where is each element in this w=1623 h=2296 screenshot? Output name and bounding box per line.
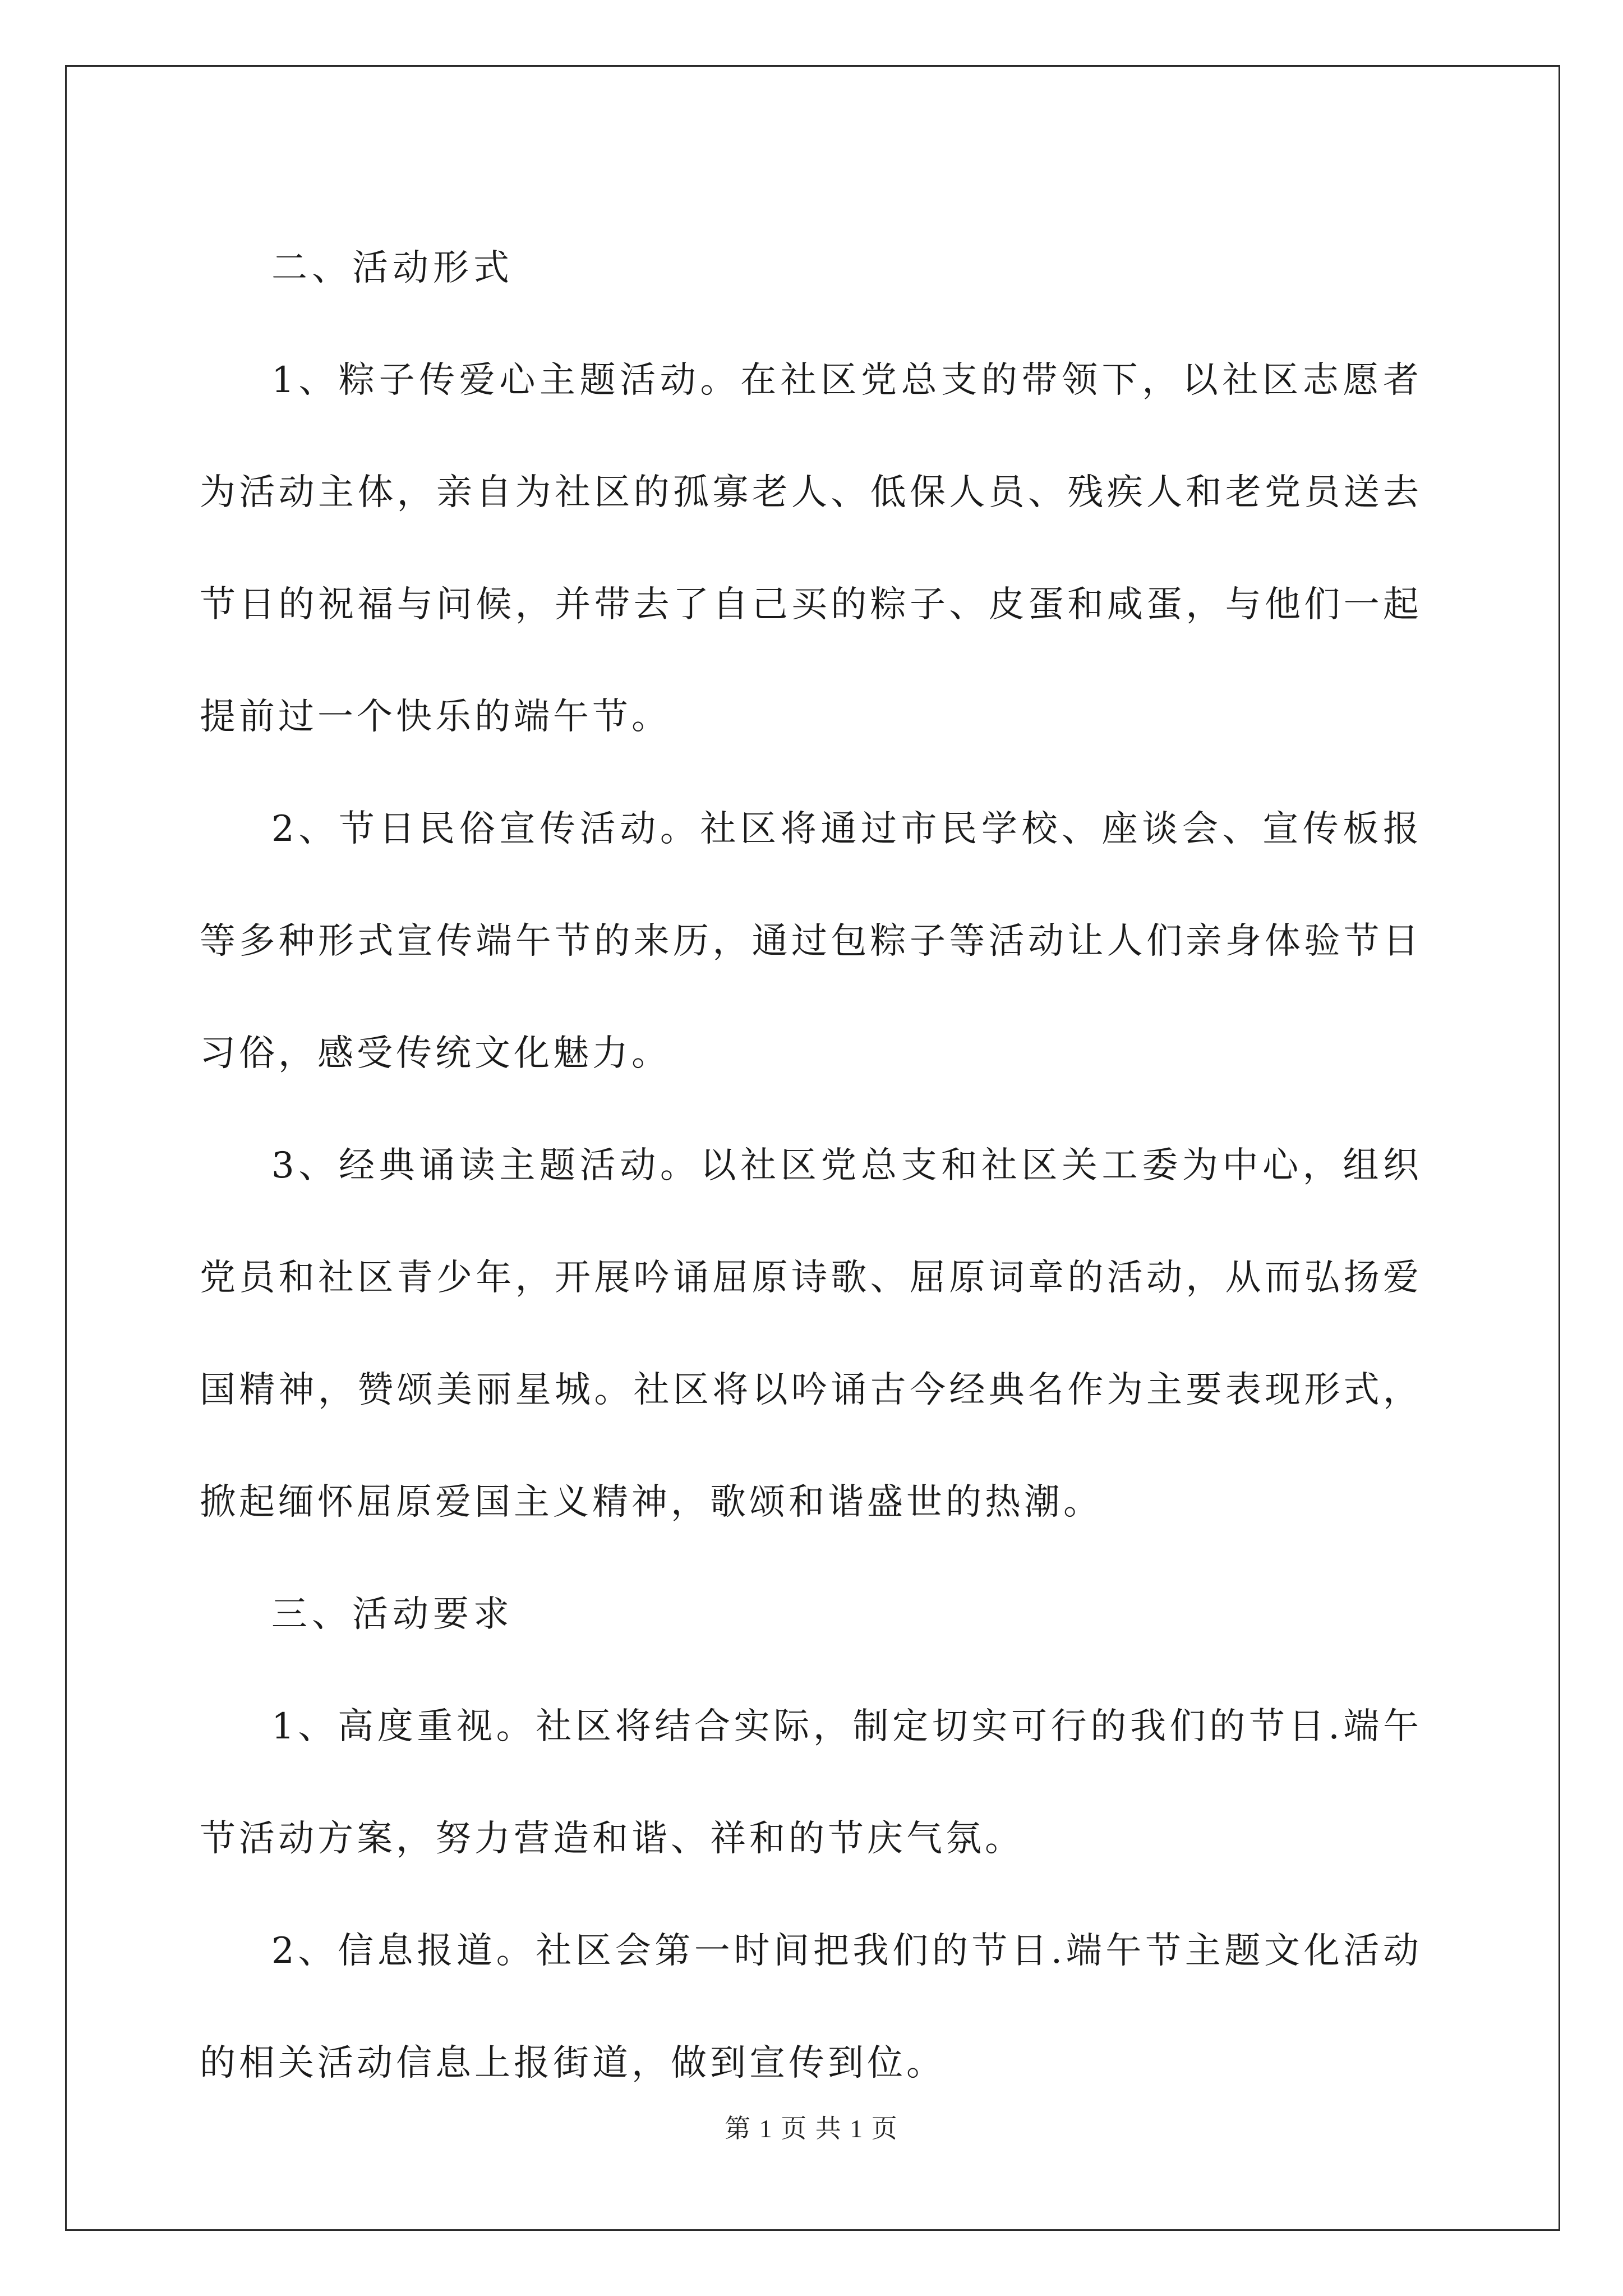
paragraph-classic-recitation: 3、经典诵读主题活动。以社区党总支和社区关工委为中心，组织党员和社区青少年，开展吟诵屈原诗歌、屈原词章的活动，从而弘扬爱国精神，赞颂美丽星城。社区将以吟诵古今经典名作为主要表现形式，掀起缅怀屈原爱国主义精神，歌颂和谐盛世的热潮。 [200,1145,1422,1523]
page-footer: 第 1 页 共 1 页 [725,2114,898,2143]
section-heading-activity-forms: 二、活动形式 [271,247,514,289]
paragraph-information-report: 2、信息报道。社区会第一时间把我们的节日.端午节主题文化活动的相关活动信息上报街道，做到宣传到位。 [200,1930,1422,2084]
document-body [200,212,1422,2119]
paragraph-high-attention: 1、高度重视。社区将结合实际，制定切实可行的我们的节日.端午节活动方案，努力营造和谐、祥和的节庆气氛。 [200,1706,1422,1860]
paragraph-zongzi-love-activity: 1、粽子传爱心主题活动。在社区党总支的带领下，以社区志愿者为活动主体，亲自为社区的孤寡老人、低保人员、残疾人和老党员送去节日的祝福与问候，并带去了自己买的粽子、皮蛋和咸蛋，与他们一起提前过一个快乐的端午节。 [200,360,1422,738]
section-heading-activity-requirements: 三、活动要求 [271,1594,514,1635]
paragraph-folk-custom-promotion: 2、节日民俗宣传活动。社区将通过市民学校、座谈会、宣传板报等多种形式宣传端午节的来历，通过包粽子等活动让人们亲身体验节日习俗，感受传统文化魅力。 [200,808,1422,1074]
